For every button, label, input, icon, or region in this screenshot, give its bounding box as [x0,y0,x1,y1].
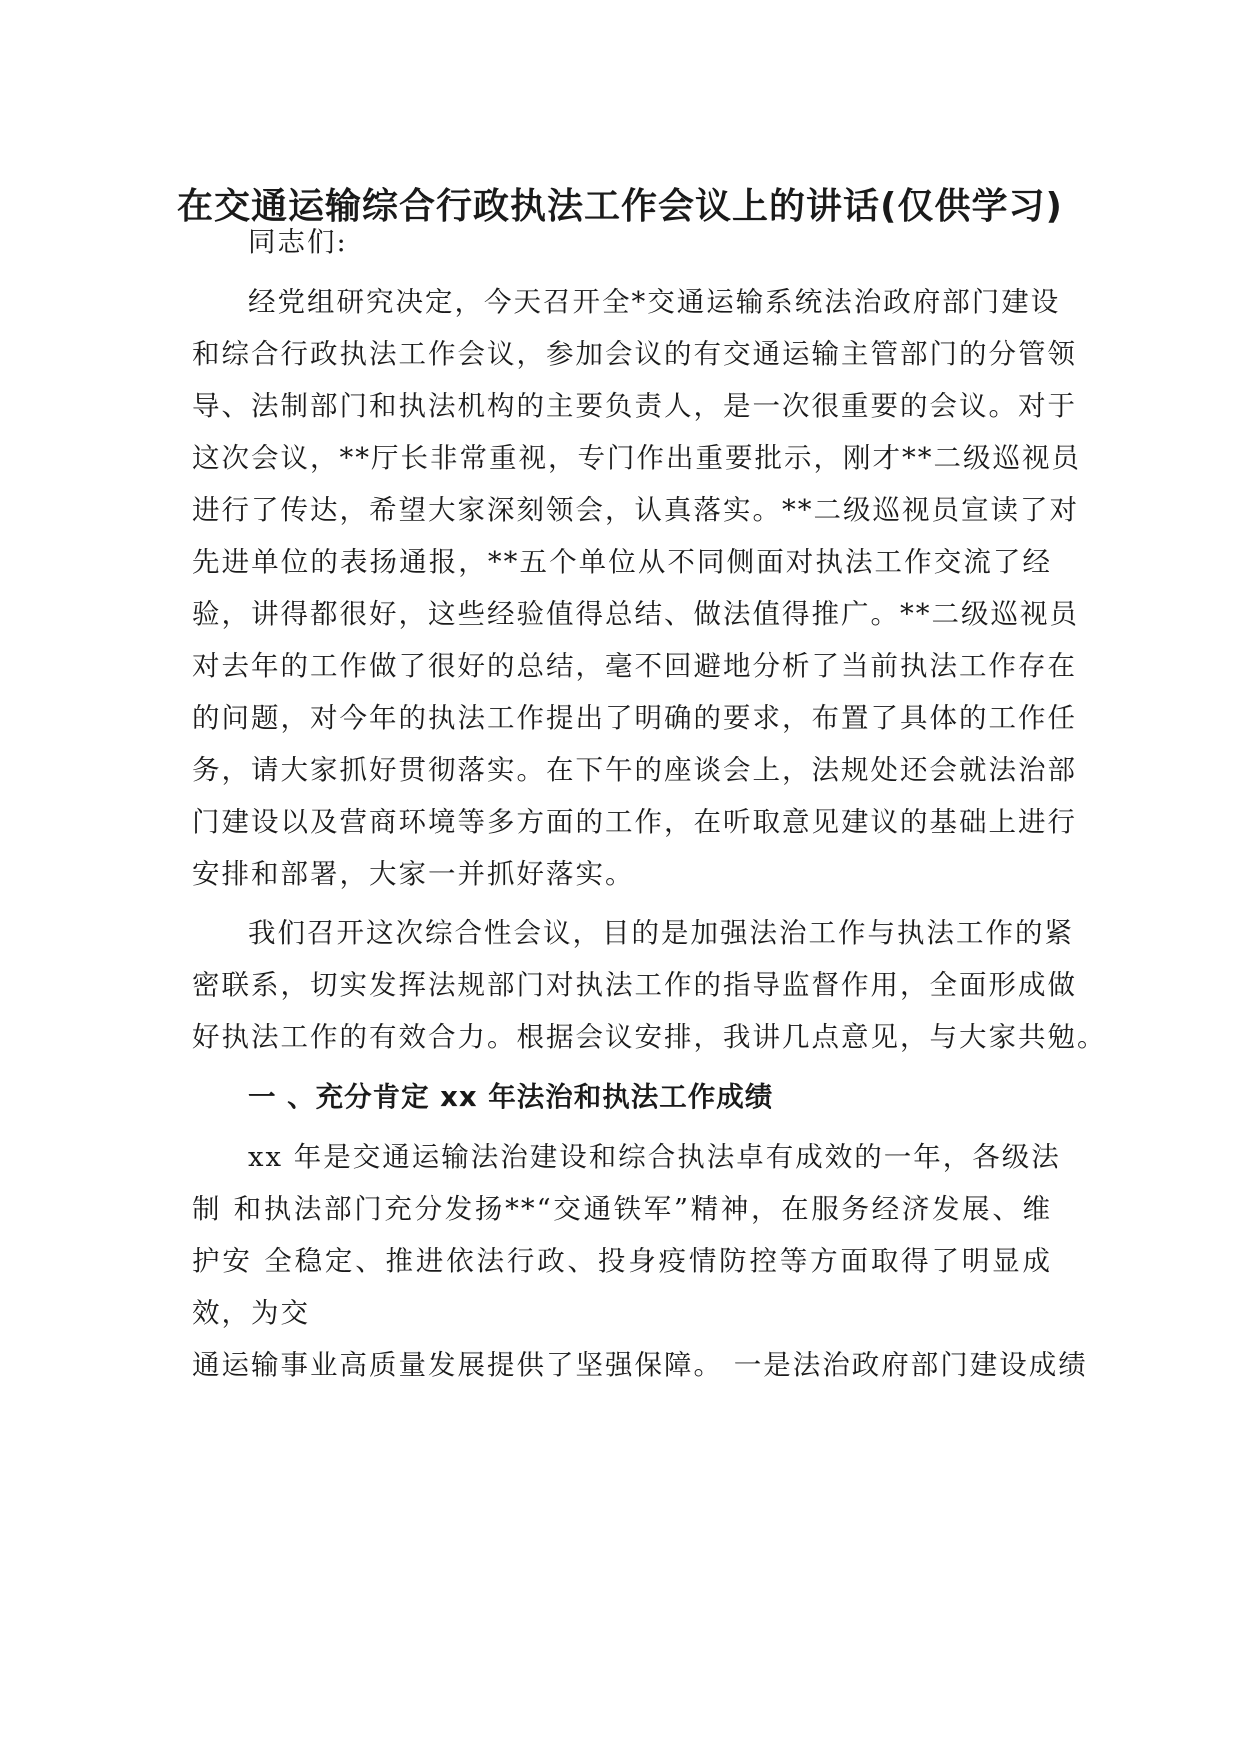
document-title: 在交通运输综合行政执法工作会议上的讲话(仅供学习) [177,186,1063,227]
paragraph-line: 制 和执法部门充分发扬**“交通铁军”精神，在服务经济发展、维 [192,1193,1052,1225]
paragraph-line: 门建设以及营商环境等多方面的工作，在听取意见建议的基础上进行 [192,806,1077,838]
salutation: 同志们: [248,226,348,258]
paragraph-line: 导、法制部门和执法机构的主要负责人，是一次很重要的会议。对于 [192,390,1077,422]
paragraph-line: 对去年的工作做了很好的总结，毫不回避地分析了当前执法工作存在 [192,650,1077,682]
paragraph-line: 好执法工作的有效合力。根据会议安排，我讲几点意见，与大家共勉。 [192,1021,1107,1053]
paragraph-line: 我们召开这次综合性会议，目的是加强法治工作与执法工作的紧 [248,917,1074,949]
paragraph-line: 和综合行政执法工作会议，参加会议的有交通运输主管部门的分管领 [192,338,1077,370]
paragraph-line: 安排和部署，大家一并抓好落实。 [192,858,635,890]
paragraph-line: xx 年是交通运输法治建设和综合执法卓有成效的一年，各级法 [248,1141,1061,1173]
paragraph-line: 先进单位的表扬通报，**五个单位从不同侧面对执法工作交流了经 [192,546,1052,578]
paragraph-line: 进行了传达，希望大家深刻领会，认真落实。**二级巡视员宣读了对 [192,494,1079,526]
paragraph-line: 护安 全稳定、推进依法行政、投身疫情防控等方面取得了明显成 [192,1245,1052,1277]
paragraph-line: 经党组研究决定，今天召开全*交通运输系统法治政府部门建设 [248,286,1061,318]
paragraph-line: 务，请大家抓好贯彻落实。在下午的座谈会上，法规处还会就法治部 [192,754,1077,786]
paragraph-line: 这次会议，**厅长非常重视，专门作出重要批示，刚才**二级巡视员 [192,442,1081,474]
paragraph-line: 验，讲得都很好，这些经验值得总结、做法值得推广。**二级巡视员 [192,598,1079,630]
paragraph-line: 密联系，切实发挥法规部门对执法工作的指导监督作用，全面形成做 [192,969,1077,1001]
paragraph-line: 通运输事业高质量发展提供了坚强保障。 一是法治政府部门建设成绩 [192,1349,1088,1381]
section-heading: 一 、充分肯定 xx 年法治和执法工作成绩 [248,1081,774,1113]
paragraph-line: 的问题，对今年的执法工作提出了明确的要求，布置了具体的工作任 [192,702,1077,734]
paragraph-line: 效，为交 [192,1297,310,1329]
